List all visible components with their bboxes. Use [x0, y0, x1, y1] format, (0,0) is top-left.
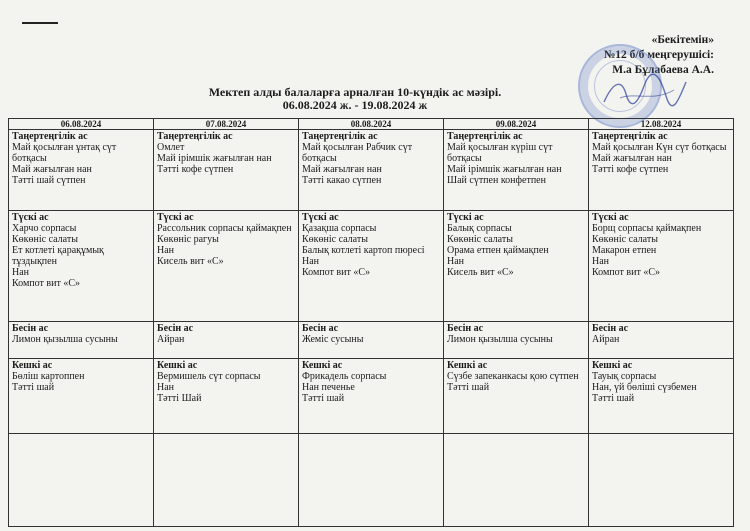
breakfast-cell	[154, 130, 299, 211]
menu-item: Айран	[157, 334, 185, 345]
menu-item: Нан	[447, 256, 465, 267]
menu-item: Май ірімшік жағылған нан	[157, 153, 272, 164]
date-cell: 08.08.2024	[299, 119, 444, 130]
menu-item: Сүзбе запеканкасы қою сүтпен	[447, 371, 579, 382]
menu-item: Нан	[12, 267, 30, 278]
menu-item: Май ірімшік жағылған нан	[447, 164, 562, 175]
menu-item: Тәтті Шай	[157, 393, 202, 404]
menu-title	[150, 86, 560, 112]
menu-item: Тәтті шай	[302, 393, 345, 404]
lunch-cell	[589, 211, 734, 322]
menu-item: Кисель вит «С»	[157, 256, 224, 267]
lunch-cell	[154, 211, 299, 322]
menu-item: Тәтті шай сүтпен	[12, 175, 86, 186]
menu-item: Май қосылған Рабчик сүт ботқасы	[302, 142, 413, 164]
meal-label: Таңертеңгілік ас	[157, 131, 233, 142]
snack-cell	[299, 322, 444, 359]
menu-item: Май қосылған күріш сүт ботқасы	[447, 142, 553, 164]
menu-item: Нан	[302, 256, 320, 267]
empty-cell	[589, 434, 734, 527]
dinner-cell	[299, 359, 444, 434]
menu-item: Май жағылған нан	[592, 153, 672, 164]
menu-item: Шай сүтпен конфетпен	[447, 175, 546, 186]
date-cell: 06.08.2024	[9, 119, 154, 130]
menu-item: Нан печенье	[302, 382, 355, 393]
breakfast-cell	[444, 130, 589, 211]
meal-label: Кешкі ас	[592, 360, 633, 371]
meal-label: Таңертеңгілік ас	[592, 131, 668, 142]
snack-cell	[9, 322, 154, 359]
menu-item: Омлет	[157, 142, 185, 153]
menu-item: Нан, үй бөліші сүзбемен	[592, 382, 697, 393]
menu-item: Борщ сорпасы қаймақпен	[592, 223, 702, 234]
menu-item: Фрикадель сорпасы	[302, 371, 387, 382]
meal-label: Түскі ас	[302, 212, 339, 223]
menu-item: Макарон етпен	[592, 245, 657, 256]
menu-item: Көкөніс салаты	[12, 234, 78, 245]
menu-item: Қазақша сорпасы	[302, 223, 377, 234]
dinner-row	[9, 359, 734, 434]
meal-label: Таңертеңгілік ас	[447, 131, 523, 142]
snack-cell	[589, 322, 734, 359]
date-header-row	[9, 119, 734, 130]
date-cell: 12.08.2024	[589, 119, 734, 130]
meal-label: Таңертеңгілік ас	[12, 131, 88, 142]
menu-item: Тәтті шай	[12, 382, 55, 393]
meal-label: Түскі ас	[592, 212, 629, 223]
menu-item: Тәтті какао сүтпен	[302, 175, 382, 186]
breakfast-cell	[299, 130, 444, 211]
menu-item: Харчо сорпасы	[12, 223, 77, 234]
menu-title-line-2: 06.08.2024 ж. - 19.08.2024 ж	[282, 98, 428, 112]
breakfast-cell	[9, 130, 154, 211]
menu-item: Нан	[157, 245, 175, 256]
menu-item: Ет котлеті қарақұмық тұздықпен	[12, 245, 104, 267]
meal-label: Бесін ас	[447, 323, 484, 334]
signature-mark	[600, 72, 690, 112]
approval-line-1: «Бекітемін»	[651, 34, 714, 46]
top-rule	[22, 22, 58, 24]
menu-item: Тәтті шай	[447, 382, 490, 393]
meal-label: Түскі ас	[157, 212, 194, 223]
meal-label: Кешкі ас	[447, 360, 488, 371]
empty-cell	[9, 434, 154, 527]
meal-label: Кешкі ас	[302, 360, 343, 371]
approval-line-3: М.а Бұлабаева А.А.	[612, 64, 714, 76]
menu-item: Көкөніс салаты	[302, 234, 368, 245]
menu-title-line-1: Мектеп алды балаларға арналған 10-күндік ас мәзірі.	[208, 85, 502, 99]
menu-item: Балық сорпасы	[447, 223, 512, 234]
menu-item: Лимон қызылша сусыны	[12, 334, 118, 345]
approval-line-2: №12 б/б меңгерушісі:	[603, 49, 714, 61]
date-cell: 09.08.2024	[444, 119, 589, 130]
meal-label: Таңертеңгілік ас	[302, 131, 378, 142]
menu-item: Бөліш картоппен	[12, 371, 85, 382]
menu-item: Компот вит «С»	[592, 267, 661, 278]
menu-item: Балық котлеті картоп пюресі	[302, 245, 425, 256]
dinner-cell	[9, 359, 154, 434]
menu-item: Тәтті шай	[592, 393, 635, 404]
menu-item: Тәтті кофе сүтпен	[592, 164, 669, 175]
menu-item: Компот вит «С»	[12, 278, 81, 289]
menu-item: Көкөніс рагуы	[157, 234, 219, 245]
menu-item: Тауық сорпасы	[592, 371, 657, 382]
dinner-cell	[589, 359, 734, 434]
menu-item: Көкөніс салаты	[447, 234, 513, 245]
snack-row	[9, 322, 734, 359]
snack-cell	[444, 322, 589, 359]
date-cell: 07.08.2024	[154, 119, 299, 130]
menu-item: Жеміс сусыны	[302, 334, 364, 345]
snack-cell	[154, 322, 299, 359]
lunch-row	[9, 211, 734, 322]
meal-label: Кешкі ас	[12, 360, 53, 371]
menu-item: Май жағылған нан	[302, 164, 382, 175]
meal-label: Бесін ас	[592, 323, 629, 334]
breakfast-row	[9, 130, 734, 211]
menu-item: Рассольник сорпасы қаймақпен	[157, 223, 292, 234]
menu-item: Май қосылған Күн сүт ботқасы	[592, 142, 727, 153]
lunch-cell	[299, 211, 444, 322]
meal-label: Бесін ас	[157, 323, 194, 334]
menu-item: Көкөніс салаты	[592, 234, 658, 245]
meal-label: Түскі ас	[12, 212, 49, 223]
meal-label: Бесін ас	[12, 323, 49, 334]
menu-item: Май қосылған ұнтақ сүт ботқасы	[12, 142, 117, 164]
meal-label: Кешкі ас	[157, 360, 198, 371]
lunch-cell	[444, 211, 589, 322]
meal-label: Бесін ас	[302, 323, 339, 334]
menu-item: Нан	[592, 256, 610, 267]
menu-item: Нан	[157, 382, 175, 393]
empty-cell	[299, 434, 444, 527]
breakfast-cell	[589, 130, 734, 211]
empty-row	[9, 434, 734, 527]
menu-item: Кисель вит «С»	[447, 267, 514, 278]
empty-cell	[444, 434, 589, 527]
menu-item: Лимон қызылша сусыны	[447, 334, 553, 345]
menu-item: Май жағылған нан	[12, 164, 92, 175]
menu-item: Вермишель сүт сорпасы	[157, 371, 261, 382]
menu-table	[8, 118, 734, 527]
menu-item: Орама етпен қаймақпен	[447, 245, 549, 256]
empty-cell	[154, 434, 299, 527]
dinner-cell	[444, 359, 589, 434]
menu-item: Компот вит «С»	[302, 267, 371, 278]
dinner-cell	[154, 359, 299, 434]
menu-item: Тәтті кофе сүтпен	[157, 164, 234, 175]
meal-label: Түскі ас	[447, 212, 484, 223]
menu-item: Айран	[592, 334, 620, 345]
lunch-cell	[9, 211, 154, 322]
